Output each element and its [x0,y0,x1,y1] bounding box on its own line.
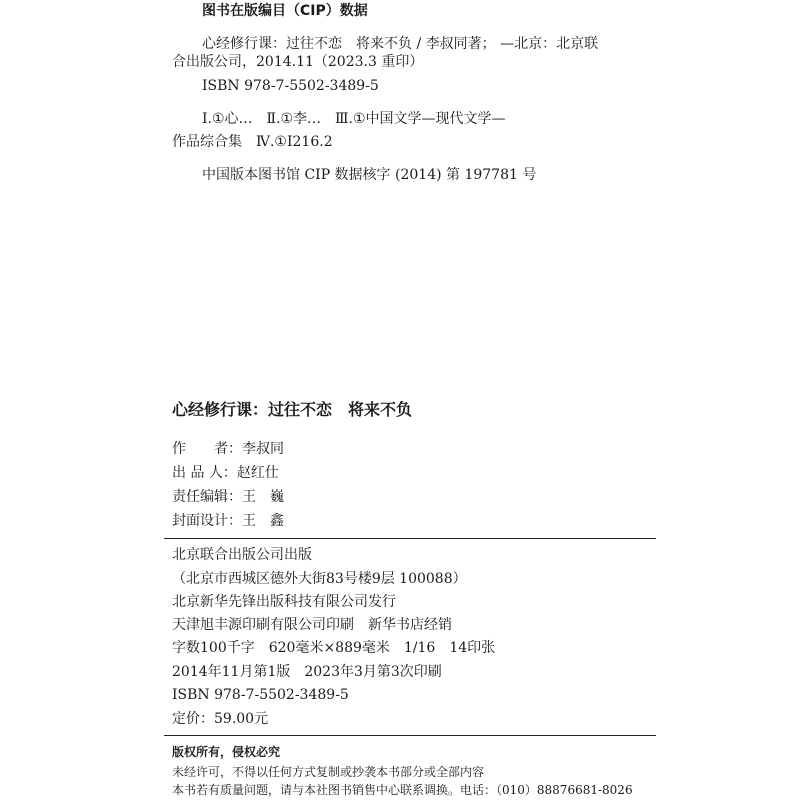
copyright-heading: 版权所有，侵权必究 [172,745,281,759]
book-title: 心经修行课：过往不恋 将来不负 [172,400,413,419]
format-line: 字数100千字 620毫米×889毫米 1/16 14印张 [172,640,496,656]
divider [164,538,656,539]
credit-label: 责任编辑： [172,489,242,505]
cip-classification-line-2: 作品综合集 Ⅳ.①I216.2 [172,134,333,150]
publisher-line: 北京联合出版公司出版 [172,547,312,563]
isbn-line: ISBN 978-7-5502-3489-5 [172,687,349,703]
cip-line-2: 合出版公司，2014.11（2023.3 重印） [172,54,424,70]
divider [164,735,656,736]
copyright-line-2: 本书若有质量问题，请与本社图书销售中心联系调换。电话：（010）88876681-8026 [172,783,633,797]
credit-value: 李叔同 [242,441,284,457]
credit-producer [172,464,279,482]
edition-line: 2014年11月第1版 2023年3月第3次印刷 [172,664,442,680]
credit-label: 封面设计： [172,513,242,529]
publisher-address: （北京市西城区德外大街83号楼9层 100088） [172,571,467,587]
price-line: 定价：59.00元 [172,711,269,727]
cip-isbn: ISBN 978-7-5502-3489-5 [202,78,379,94]
credit-value: 王 巍 [242,489,284,505]
distributor-line: 北京新华先锋出版科技有限公司发行 [172,594,396,610]
credit-value: 赵红仕 [236,465,279,481]
credit-editor [172,488,284,506]
printer-line: 天津旭丰源印刷有限公司印刷 新华书店经销 [172,617,452,633]
cip-header: 图书在版编目（CIP）数据 [202,3,368,19]
cip-classification-line-1: Ⅰ.①心… Ⅱ.①李… Ⅲ.①中国文学—现代文学— [202,111,506,127]
copyright-line-1: 未经许可，不得以任何方式复制或抄袭本书部分或全部内容 [172,765,485,779]
credit-cover-design [172,512,284,530]
credit-label: 作 者： [172,441,242,457]
cip-line-1: 心经修行课：过往不恋 将来不负 / 李叔同著； —北京：北京联 [202,36,599,52]
credit-value: 王 鑫 [242,513,284,529]
cip-record-number: 中国版本图书馆 CIP 数据核字 (2014) 第 197781 号 [202,167,537,183]
credit-label: 出 品 人： [172,465,237,481]
credit-author [172,440,284,458]
